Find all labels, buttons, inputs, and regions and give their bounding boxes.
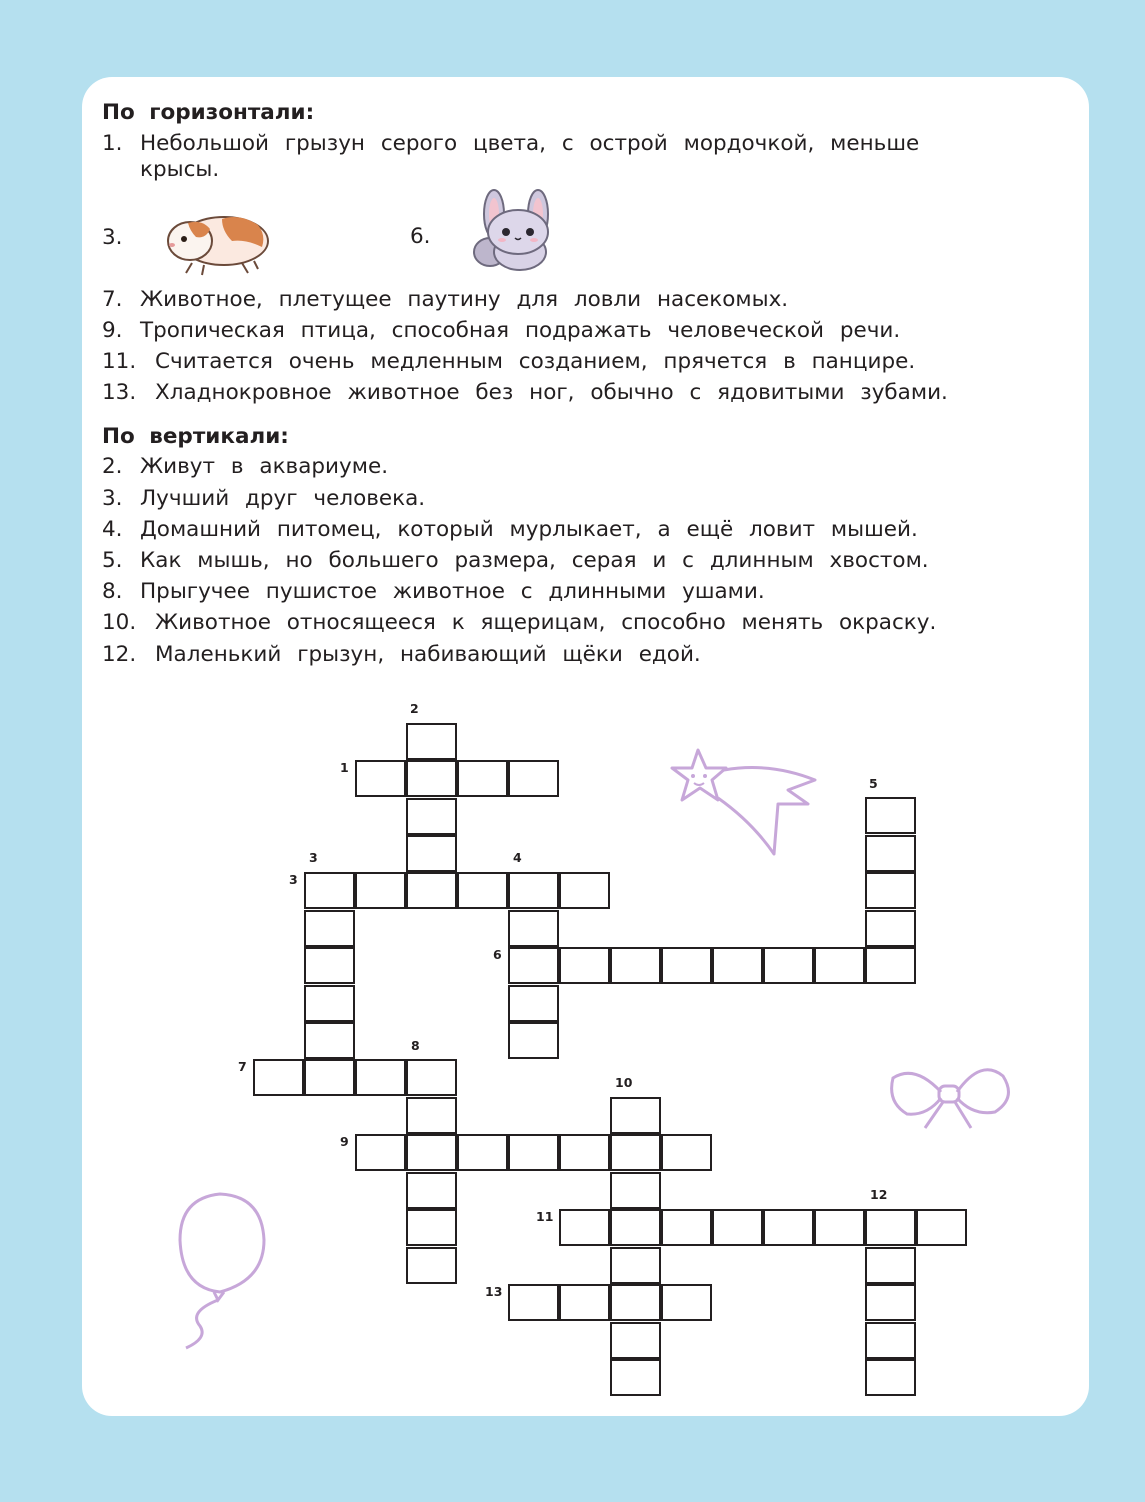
bow-doodle-icon bbox=[885, 1058, 1020, 1133]
grid-cell[interactable] bbox=[610, 1322, 661, 1359]
grid-cell[interactable] bbox=[406, 1059, 457, 1096]
clue-text: Лучший друг человека. bbox=[140, 486, 426, 511]
across-heading: По горизонтали: bbox=[102, 100, 315, 125]
grid-cell[interactable] bbox=[508, 1022, 559, 1059]
grid-cell[interactable] bbox=[610, 1172, 661, 1209]
grid-cell[interactable] bbox=[457, 872, 508, 909]
grid-number-13: 13 bbox=[485, 1284, 503, 1299]
grid-number-3-across: 3 bbox=[289, 872, 298, 887]
clue-text: Прыгучее пушистое животное с длинными ушами. bbox=[140, 579, 765, 604]
grid-cell[interactable] bbox=[661, 1134, 712, 1171]
grid-number-5: 5 bbox=[869, 776, 878, 791]
grid-cell[interactable] bbox=[304, 985, 355, 1022]
grid-number-3-down: 3 bbox=[309, 850, 318, 865]
grid-number-8: 8 bbox=[411, 1038, 420, 1053]
grid-number-11: 11 bbox=[536, 1209, 554, 1224]
clue-text: Животное относящееся к ящерицам, способно менять окраску. bbox=[155, 610, 937, 635]
grid-cell[interactable] bbox=[814, 1209, 865, 1246]
grid-cell[interactable] bbox=[406, 723, 457, 760]
grid-cell[interactable] bbox=[610, 1359, 661, 1396]
grid-cell[interactable] bbox=[559, 1284, 610, 1321]
chinchilla-picture bbox=[468, 174, 568, 274]
clue-number: 1. bbox=[102, 131, 123, 156]
clue-number: 3. bbox=[102, 486, 123, 511]
grid-cell[interactable] bbox=[406, 835, 457, 872]
clue-text: Животное, плетущее паутину для ловли насекомых. bbox=[140, 287, 789, 312]
grid-cell[interactable] bbox=[559, 1209, 610, 1246]
grid-cell[interactable] bbox=[508, 1134, 559, 1171]
across-clue-3-number: 3. bbox=[102, 225, 123, 250]
clue-text: Маленький грызун, набивающий щёки едой. bbox=[155, 642, 701, 667]
grid-number-1: 1 bbox=[340, 760, 349, 775]
across-clue-11 bbox=[102, 349, 915, 375]
grid-cell[interactable] bbox=[253, 1059, 304, 1096]
grid-cell[interactable] bbox=[712, 947, 763, 984]
down-clue-5 bbox=[102, 548, 929, 574]
grid-cell[interactable] bbox=[559, 947, 610, 984]
grid-cell[interactable] bbox=[661, 1209, 712, 1246]
down-clue-4 bbox=[102, 517, 918, 543]
grid-cell[interactable] bbox=[610, 947, 661, 984]
down-heading: По вертикали: bbox=[102, 424, 289, 449]
across-clue-7 bbox=[102, 287, 788, 313]
grid-cell[interactable] bbox=[508, 910, 559, 947]
clue-number: 13. bbox=[102, 380, 137, 405]
grid-cell[interactable] bbox=[610, 1284, 661, 1321]
grid-cell[interactable] bbox=[355, 872, 406, 909]
grid-cell[interactable] bbox=[406, 1134, 457, 1171]
grid-cell[interactable] bbox=[304, 1022, 355, 1059]
grid-cell[interactable] bbox=[304, 1059, 355, 1096]
clue-number: 8. bbox=[102, 579, 123, 604]
grid-cell[interactable] bbox=[508, 872, 559, 909]
across-clue-13 bbox=[102, 380, 948, 406]
grid-cell[interactable] bbox=[763, 1209, 814, 1246]
grid-number-7: 7 bbox=[238, 1059, 247, 1074]
grid-cell[interactable] bbox=[865, 797, 916, 834]
clue-text-continued: крысы. bbox=[140, 157, 220, 182]
grid-cell[interactable] bbox=[559, 872, 610, 909]
clue-number: 7. bbox=[102, 287, 123, 312]
clue-text: Домашний питомец, который мурлыкает, а ещё ловит мышей. bbox=[140, 517, 918, 542]
grid-number-9: 9 bbox=[340, 1134, 349, 1149]
grid-cell[interactable] bbox=[355, 1059, 406, 1096]
clue-number: 12. bbox=[102, 642, 137, 667]
grid-cell[interactable] bbox=[865, 1322, 916, 1359]
clue-text: Как мышь, но большего размера, серая и с длинным хвостом. bbox=[140, 548, 929, 573]
grid-cell[interactable] bbox=[865, 872, 916, 909]
grid-cell[interactable] bbox=[508, 985, 559, 1022]
across-clue-9 bbox=[102, 318, 900, 344]
grid-cell[interactable] bbox=[814, 947, 865, 984]
grid-cell[interactable] bbox=[865, 1247, 916, 1284]
grid-cell[interactable] bbox=[865, 835, 916, 872]
grid-cell[interactable] bbox=[763, 947, 814, 984]
clue-text: Живут в аквариуме. bbox=[140, 454, 389, 479]
grid-cell[interactable] bbox=[610, 1247, 661, 1284]
grid-cell[interactable] bbox=[406, 1247, 457, 1284]
grid-cell[interactable] bbox=[457, 760, 508, 797]
grid-number-4: 4 bbox=[513, 850, 522, 865]
grid-cell[interactable] bbox=[508, 1284, 559, 1321]
grid-cell[interactable] bbox=[508, 760, 559, 797]
clue-number: 9. bbox=[102, 318, 123, 343]
star-doodle-icon bbox=[660, 742, 825, 862]
across-clue-6-number: 6. bbox=[410, 224, 431, 249]
grid-number-2: 2 bbox=[410, 701, 419, 716]
guinea-pig-picture bbox=[162, 205, 274, 277]
grid-cell[interactable] bbox=[865, 910, 916, 947]
grid-cell[interactable] bbox=[916, 1209, 967, 1246]
clue-text: Считается очень медленным созданием, прячется в панцире. bbox=[155, 349, 916, 374]
grid-cell[interactable] bbox=[406, 798, 457, 835]
clue-text: Небольшой грызун серого цвета, с острой мордочкой, меньше bbox=[140, 131, 920, 156]
down-clue-10 bbox=[102, 610, 936, 636]
grid-cell[interactable] bbox=[610, 1097, 661, 1134]
down-clue-12 bbox=[102, 642, 701, 668]
grid-cell[interactable] bbox=[661, 1284, 712, 1321]
grid-cell[interactable] bbox=[406, 1209, 457, 1246]
balloon-doodle-icon bbox=[168, 1188, 274, 1354]
clue-number: 11. bbox=[102, 349, 137, 374]
grid-cell[interactable] bbox=[865, 1359, 916, 1396]
grid-cell[interactable] bbox=[355, 760, 406, 797]
grid-cell[interactable] bbox=[865, 947, 916, 984]
clue-number: 2. bbox=[102, 454, 123, 479]
clue-number: 4. bbox=[102, 517, 123, 542]
clue-number: 10. bbox=[102, 610, 137, 635]
grid-cell[interactable] bbox=[865, 1209, 916, 1246]
grid-number-12: 12 bbox=[870, 1187, 888, 1202]
grid-cell[interactable] bbox=[508, 947, 559, 984]
grid-cell[interactable] bbox=[406, 760, 457, 797]
grid-cell[interactable] bbox=[661, 947, 712, 984]
grid-cell[interactable] bbox=[712, 1209, 763, 1246]
down-clue-3 bbox=[102, 486, 425, 512]
clue-number: 5. bbox=[102, 548, 123, 573]
grid-cell[interactable] bbox=[304, 947, 355, 984]
grid-cell[interactable] bbox=[355, 1134, 406, 1171]
grid-number-6: 6 bbox=[493, 947, 502, 962]
grid-cell[interactable] bbox=[559, 1134, 610, 1171]
down-clue-8 bbox=[102, 579, 765, 605]
grid-cell[interactable] bbox=[304, 872, 355, 909]
grid-number-10: 10 bbox=[615, 1075, 633, 1090]
clue-text: Тропическая птица, способная подражать человеческой речи. bbox=[140, 318, 901, 343]
grid-cell[interactable] bbox=[865, 1284, 916, 1321]
down-clue-2 bbox=[102, 454, 388, 480]
grid-cell[interactable] bbox=[610, 1209, 661, 1246]
grid-cell[interactable] bbox=[457, 1134, 508, 1171]
grid-cell[interactable] bbox=[406, 1097, 457, 1134]
grid-cell[interactable] bbox=[610, 1134, 661, 1171]
grid-cell[interactable] bbox=[406, 872, 457, 909]
clue-text: Хладнокровное животное без ног, обычно с ядовитыми зубами. bbox=[155, 380, 948, 405]
grid-cell[interactable] bbox=[304, 910, 355, 947]
grid-cell[interactable] bbox=[406, 1172, 457, 1209]
